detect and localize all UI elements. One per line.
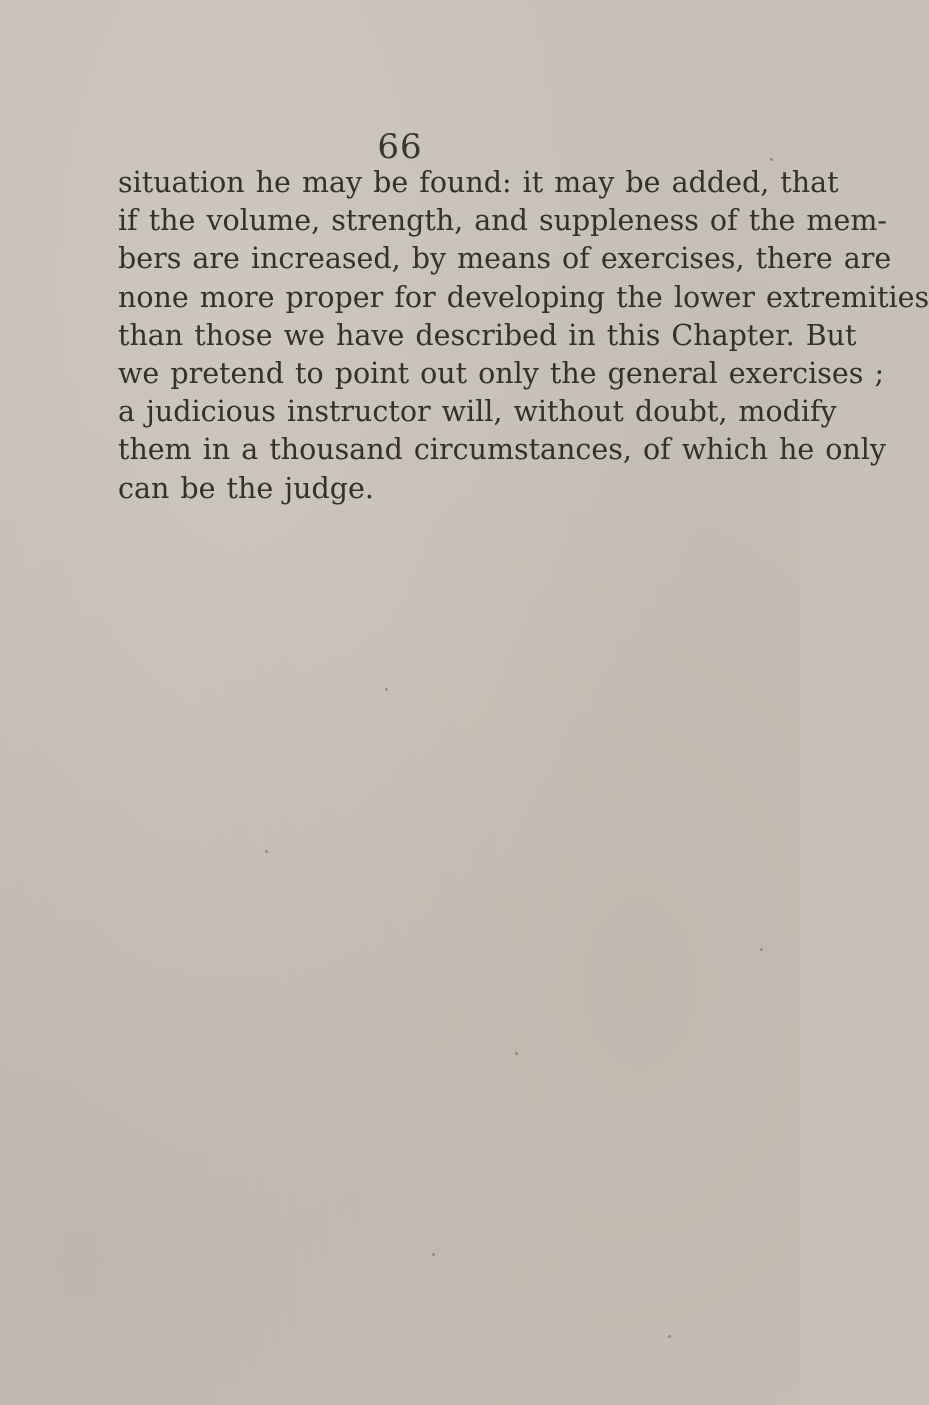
paper-speck <box>265 850 268 853</box>
text-line: none more proper for developing the lower extremities <box>118 280 929 314</box>
paper-speck <box>668 1335 671 1338</box>
body-paragraph <box>118 164 929 508</box>
text-line: them in a thousand circumstances, of which he only <box>118 433 886 467</box>
text-line: than those we have described in this Chapter. But <box>118 318 857 352</box>
text-line: situation he may be found: it may be added, that <box>118 166 839 199</box>
paper-speck <box>385 688 388 691</box>
paper-speck <box>760 948 763 951</box>
page-number: 66 <box>377 127 423 167</box>
text-line: bers are increased, by means of exercises, there are <box>118 242 892 276</box>
text-line: a judicious instructor will, without doubt, modify <box>118 395 837 429</box>
text-line: can be the judge. <box>118 471 374 505</box>
text-line: we pretend to point out only the general exercises ; <box>118 357 885 391</box>
text-line: if the volume, strength, and suppleness of the mem- <box>118 204 887 238</box>
paper-speck <box>515 1052 518 1055</box>
paper-speck <box>432 1253 435 1256</box>
